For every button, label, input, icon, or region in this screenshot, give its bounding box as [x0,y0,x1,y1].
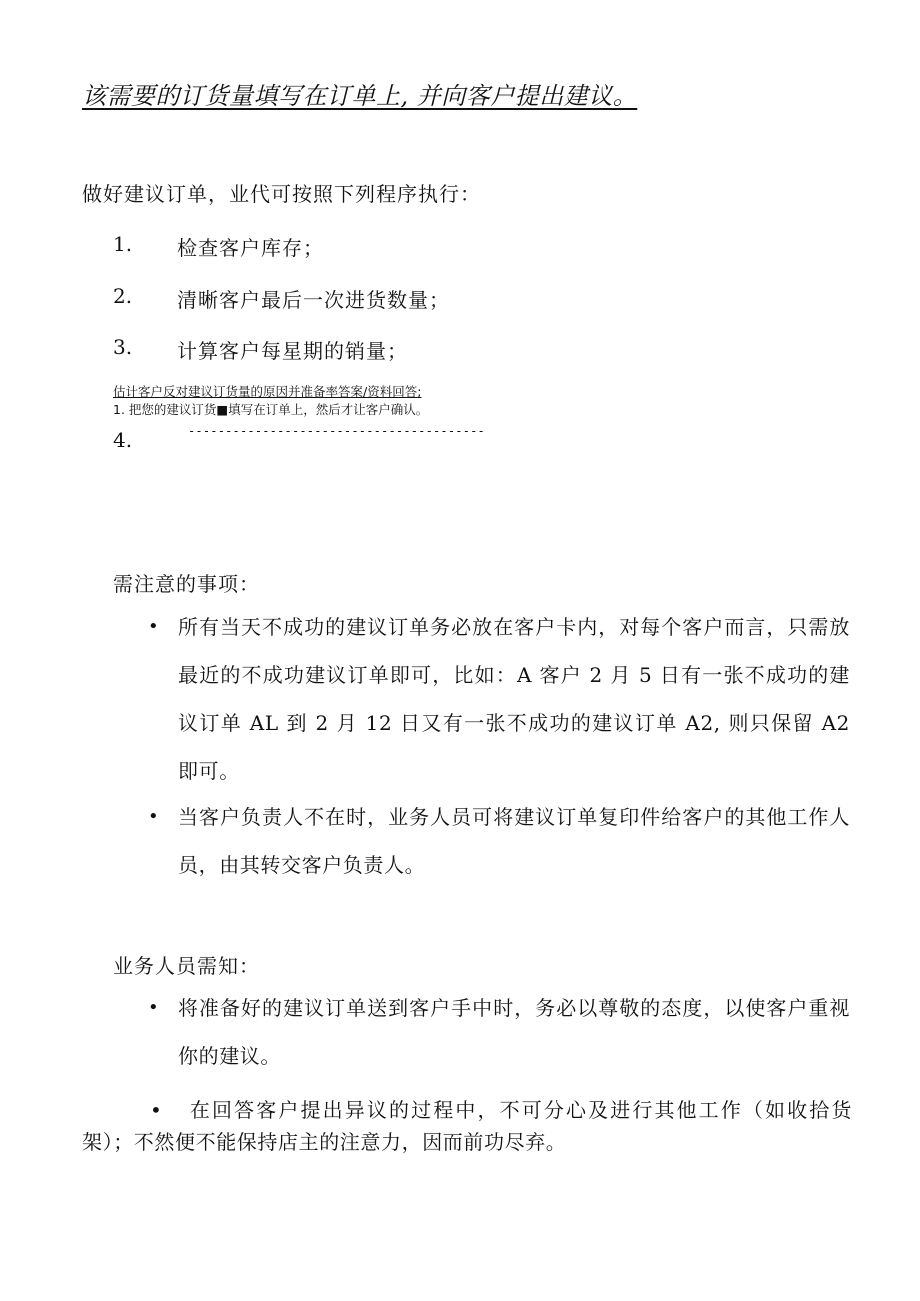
bullet-icon: • [150,1098,163,1122]
procedure-intro: 做好建议订单，业代可按照下列程序执行： [82,182,481,206]
step-4-number: 4. [113,428,133,452]
bullet-icon: • [148,616,159,637]
staff-bullet-2 [82,1094,852,1158]
step-1-text: 检查客户库存； [177,236,324,260]
bullet-icon: • [148,806,159,827]
notes-section-title: 需注意的事项： [113,572,260,596]
step-3-number: 3. [113,335,133,359]
bullet-icon: • [148,997,159,1018]
step-3-text: 计算客户每星期的销量； [177,339,408,363]
step-2-text: 清晰客户最后一次进货数量； [177,288,450,312]
staff-bullet-2-text: 在回答客户提出异议的过程中，不可分心及进行其他工作（如收拾货架）；不然便不能保持店主的注意力，因而前功尽弃。 [82,1098,852,1154]
top-instruction-line: 该需要的订货量填写在订单上, 并向客户提出建议。 [82,82,638,110]
staff-bullet-1: 将准备好的建议订单送到客户手中时，务必以尊敬的态度，以使客户重视你的建议。 [178,996,850,1068]
notes-bullet-1: 所有当天不成功的建议订单务必放在客户卡内，对每个客户而言，只需放最近的不成功建议订单即可，比如：A 客户 2 月 5 日有一张不成功的建议订单 AL 到 2 月 12 日又有一张不成功的建议订单 A2, 则只保留 A2 即可。 [178,615,850,783]
step-4-dash-line: ---------------------------------------- [188,424,485,438]
step-2-number: 2. [113,284,133,308]
staff-section-title: 业务人员需知： [113,954,260,978]
step-1-number: 1. [113,232,133,256]
notes-bullet-2: 当客户负责人不在时，业务人员可将建议订单复印件给客户的其他工作人员，由其转交客户负责人。 [178,805,850,877]
small-note-2: 1. 把您的建议订货■填写在订单上，然后才让客户确认。 [113,402,429,417]
small-note-1: 估计客户反对建议订货量的原因并准备率答案/资料回答; [113,384,422,399]
